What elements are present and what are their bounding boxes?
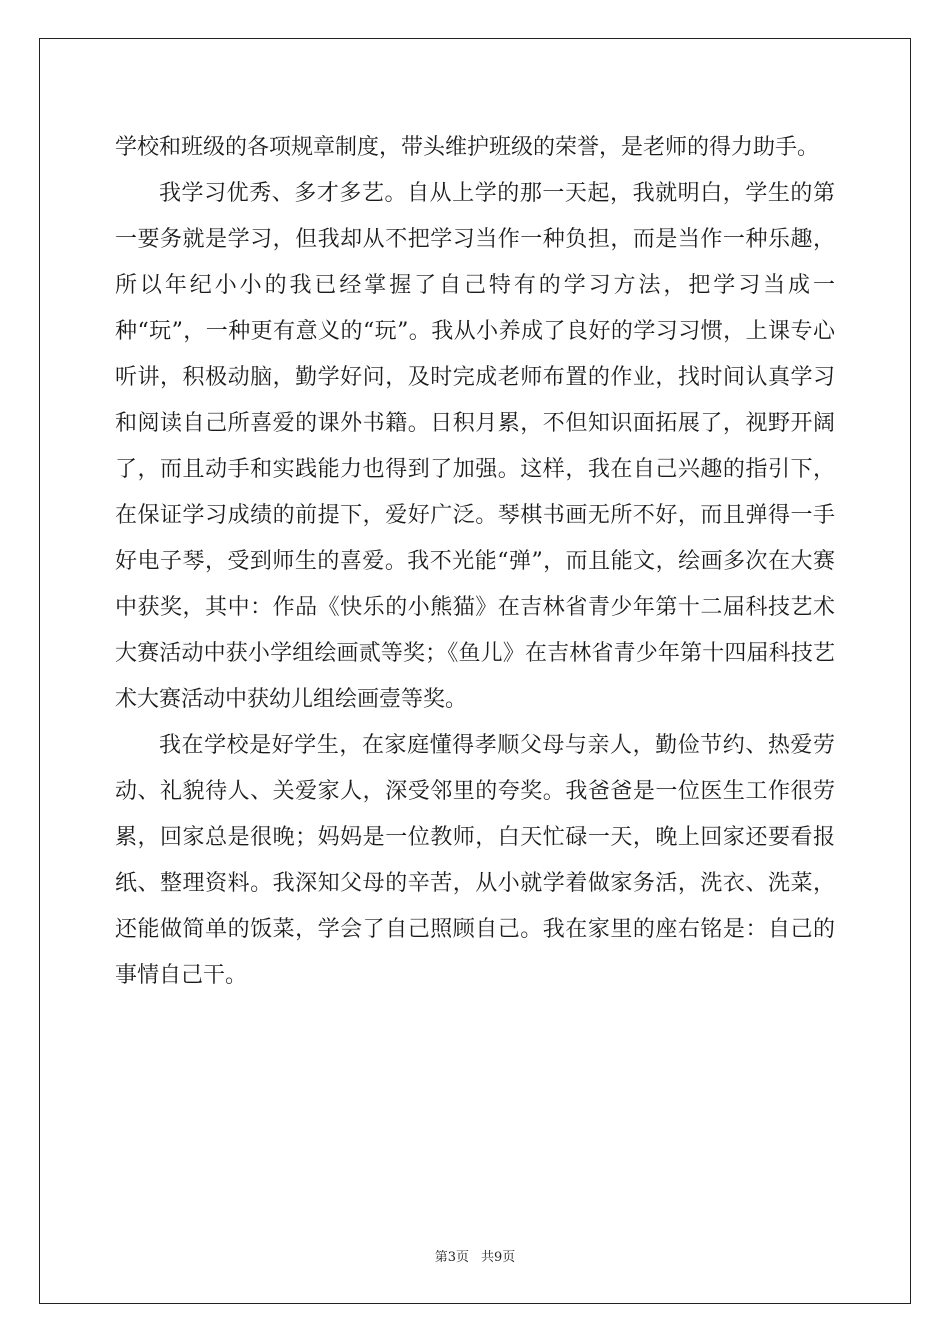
- document-body: [115, 125, 835, 999]
- page-number-total: 共9页: [481, 1250, 516, 1265]
- paragraph-continued: 学校和班级的各项规章制度，带头维护班级的荣誉，是老师的得力助手。: [115, 135, 820, 160]
- page-number-current: 第3页: [434, 1250, 469, 1265]
- paragraph-family: 我在学校是好学生，在家庭懂得孝顺父母与亲人，勤俭节约、热爱劳动、礼貌待人、关爱家人，深受邻里的夸奖。我爸爸是一位医生工作很劳累，回家总是很晚；妈妈是一位教师，白天忙碌一天，晚上回家还要看报纸、整理资料。我深知父母的辛苦，从小就学着做家务活，洗衣、洗菜，还能做简单的饭菜，学会了自己照顾自己。我在家里的座右铭是：自己的事情自己干。: [115, 733, 835, 988]
- page-footer: [0, 1246, 950, 1265]
- paragraph-study: 我学习优秀、多才多艺。自从上学的那一天起，我就明白，学生的第一要务就是学习，但我却从不把学习当作一种负担，而是当作一种乐趣，所以年纪小小的我已经掌握了自己特有的学习方法，把学习当成一种“玩”，一种更有意义的“玩”。我从小养成了良好的学习习惯，上课专心听讲，积极动脑，勤学好问，及时完成老师布置的作业，找时间认真学习和阅读自己所喜爱的课外书籍。日积月累，不但知识面拓展了，视野开阔了，而且动手和实践能力也得到了加强。这样，我在自己兴趣的指引下，在保证学习成绩的前提下，爱好广泛。琴棋书画无所不好，而且弹得一手好电子琴，受到师生的喜爱。我不光能“弹”，而且能文，绘画多次在大赛中获奖，其中：作品《快乐的小熊猫》在吉林省青少年第十二届科技艺术大赛活动中获小学组绘画贰等奖；《鱼儿》在吉林省青少年第十四届科技艺术大赛活动中获幼儿组绘画壹等奖。: [115, 181, 835, 712]
